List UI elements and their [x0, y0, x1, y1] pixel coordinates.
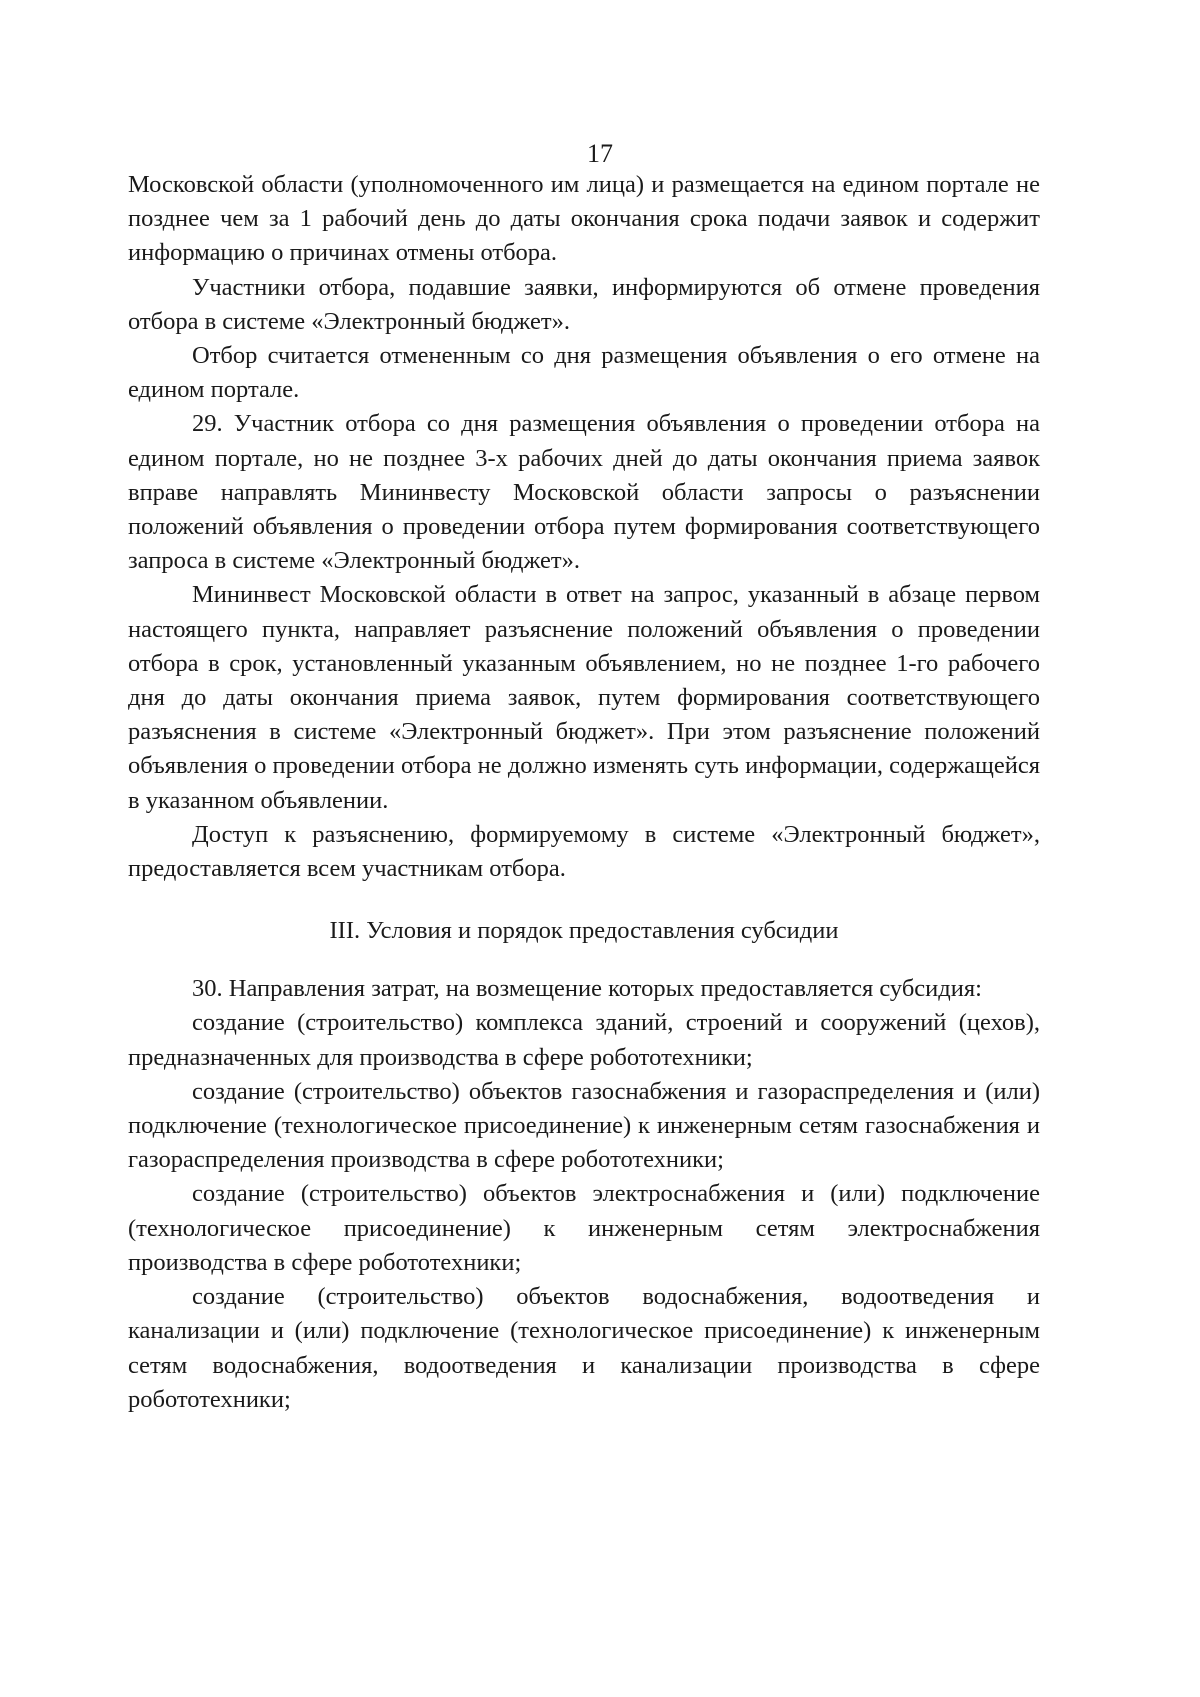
page-number: 17: [587, 139, 613, 168]
page-content: [128, 168, 1040, 1417]
section-heading: III. Условия и порядок предоставления субсидии: [329, 917, 839, 945]
paragraph-3: Отбор считается отмененным со дня размещения объявления о его отмене на едином портале.: [128, 342, 1040, 404]
section-paragraph-4: создание (строительство) объектов электроснабжения и (или) подключение (технологическое присоединение) к инженерным сетям электроснабжения производства в сфере робототехники;: [128, 1180, 1040, 1276]
section-paragraph-5: создание (строительство) объектов водоснабжения, водоотведения и канализации и (или) подключение (технологическое присоединение) к инженерным сетям водоснабжения, водоотведения и канализации производства в сфере робототехники;: [128, 1283, 1040, 1413]
paragraph-1: Московской области (уполномоченного им лица) и размещается на едином портале не позднее чем за 1 рабочий день до даты окончания срока подачи заявок и содержит информацию о причинах отмены отбора.: [128, 171, 1040, 267]
paragraph-6: Доступ к разъяснению, формируемому в системе «Электронный бюджет», предоставляется всем участникам отбора.: [128, 820, 1040, 883]
paragraph-2: Участники отбора, подавшие заявки, информируются об отмене проведения отбора в системе «Электронный бюджет».: [128, 273, 1040, 335]
paragraph-5: Мининвест Московской области в ответ на запрос, указанный в абзаце первом настоящего пункта, направляет разъяснение положений объявления о проведении отбора в срок, установленный указанным объявлением, но не позднее 1-го рабочего дня до даты окончания приема заявок, путем формирования соответствующего разъяснения в системе «Электронный бюджет». При этом разъяснение положений объявления о проведении отбора не должно изменять суть информации, содержащейся в указанном объявлении.: [128, 581, 1040, 814]
section-paragraph-2: создание (строительство) комплекса зданий, строений и сооружений (цехов), предназначенных для производства в сфере робототехники;: [128, 1009, 1040, 1071]
section-paragraph-3: создание (строительство) объектов газоснабжения и газораспределения и (или) подключение (технологическое присоединение) к инженерным сетям газоснабжения и газораспределения производства в сфере робототехники;: [128, 1077, 1040, 1174]
section-paragraph-1: 30. Направления затрат, на возмещение которых предоставляется субсидия:: [192, 975, 982, 1003]
paragraph-4: 29. Участник отбора со дня размещения объявления о проведении отбора на едином портале, но не позднее 3-х рабочих дней до даты окончания приема заявок вправе направлять Мининвесту Московской области запросы о разъяснении положений объявления о проведении отбора путем формирования соответствующего запроса в системе «Электронный бюджет».: [128, 410, 1040, 575]
